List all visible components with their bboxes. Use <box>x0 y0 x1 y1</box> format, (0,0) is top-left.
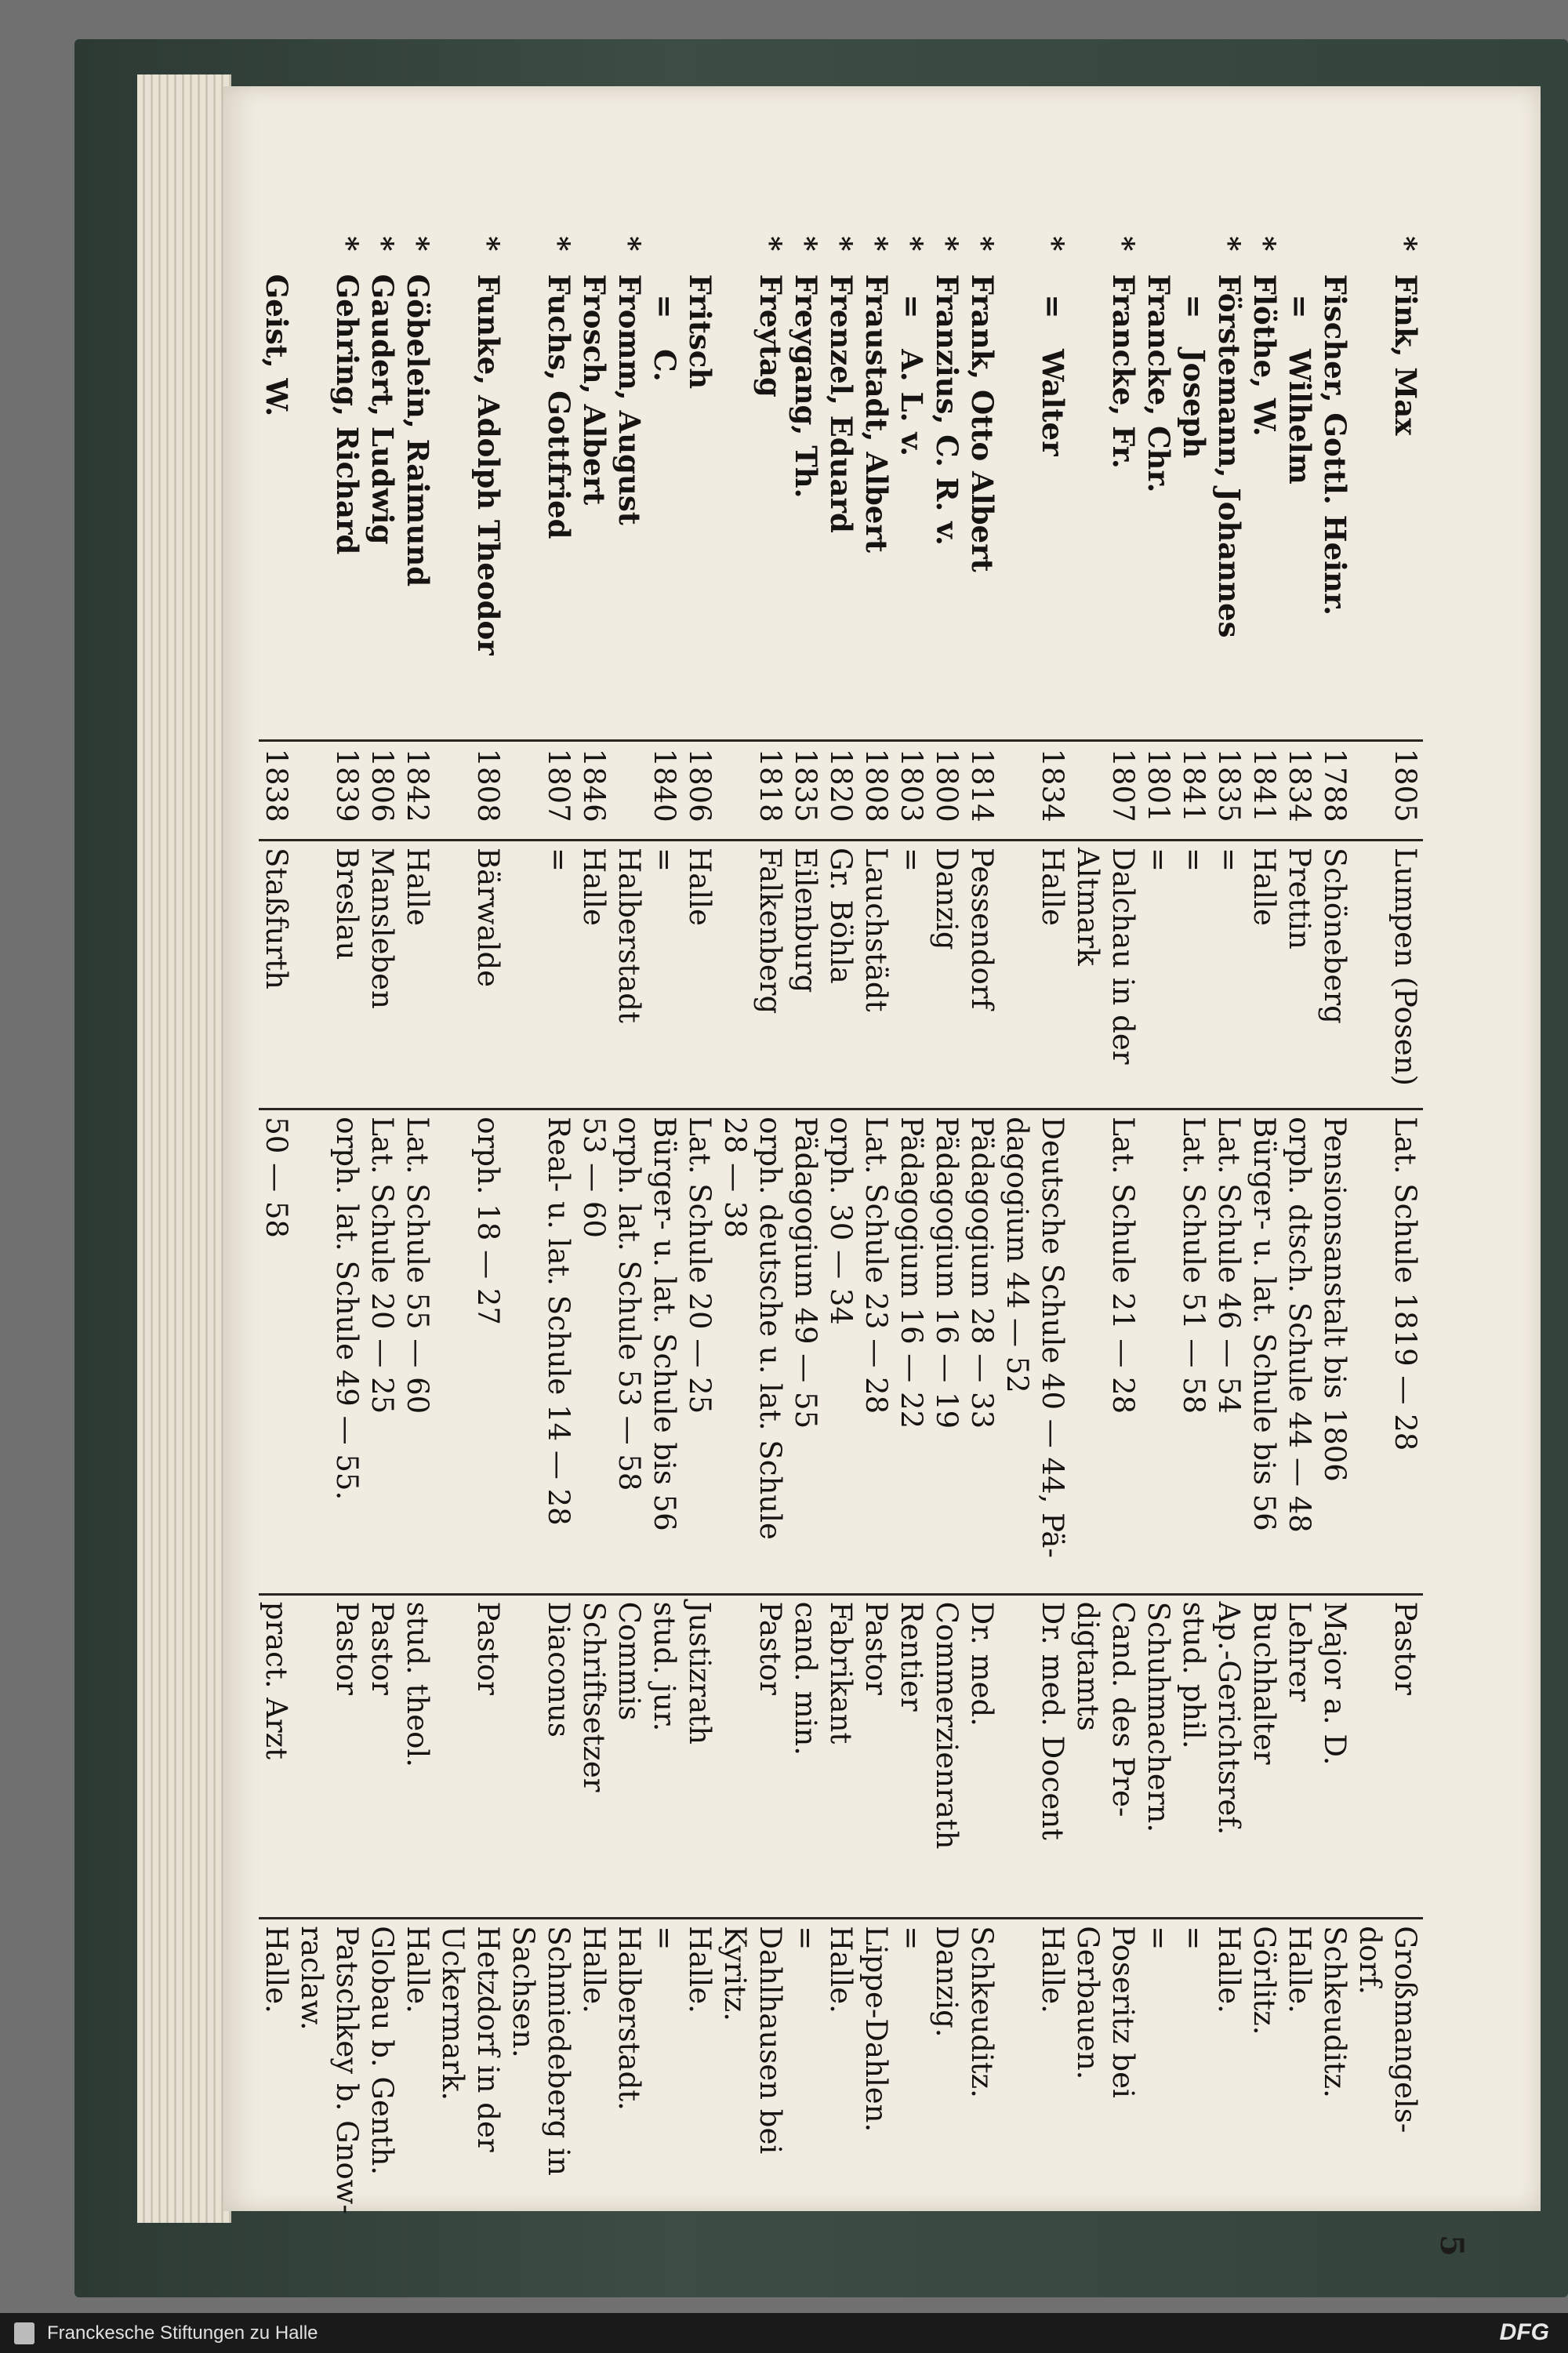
row-marker <box>1141 220 1176 268</box>
row-status <box>1000 1594 1035 1919</box>
table-row <box>400 220 435 2258</box>
row-marker <box>576 220 612 268</box>
row-year: 1800 <box>929 741 964 841</box>
row-name: Frosch, Albert <box>577 274 612 506</box>
table-row <box>541 220 576 2258</box>
row-year <box>1352 741 1388 841</box>
row-school: Real- u. lat. Schule 14 — 28 <box>541 1109 576 1594</box>
table-row <box>823 220 858 2258</box>
row-marker <box>647 220 682 268</box>
table-row <box>365 220 400 2258</box>
row-school <box>1141 1109 1176 1594</box>
row-marker <box>1176 220 1211 268</box>
row-place: = <box>788 1919 823 2258</box>
row-birthplace: Danzig <box>930 847 964 950</box>
row-name: = Wilhelm <box>1283 274 1317 485</box>
dfg-logo: DFG <box>1499 2319 1549 2345</box>
row-status: stud. phil. <box>1176 1594 1211 1919</box>
row-year: 1835 <box>1211 741 1247 841</box>
footer-bar <box>0 2313 1568 2353</box>
row-status: Lehrer <box>1282 1594 1317 1919</box>
row-year: 1834 <box>1282 741 1317 841</box>
row-name: = A. L. v. <box>895 274 929 456</box>
row-year <box>435 741 470 841</box>
row-birthplace <box>1000 840 1035 1109</box>
row-school <box>294 1109 329 1594</box>
row-school: Lat. Schule 20 — 25 <box>682 1109 717 1594</box>
table-row <box>435 220 470 2258</box>
row-marker: * <box>471 236 506 252</box>
row-school: Pädagogium 28 — 33 <box>964 1109 1000 1594</box>
row-birthplace: Staßfurth <box>260 847 293 989</box>
rotated-content <box>260 220 1478 2258</box>
row-school: orph. 30 — 34 <box>823 1109 858 1594</box>
row-school: Bürger- u. lat. Schule bis 56 <box>1247 1109 1282 1594</box>
row-place: Kyritz. <box>717 1919 753 2258</box>
row-place: Poseritz bei <box>1105 1919 1141 2258</box>
row-status: Dr. med. Docent <box>1035 1594 1070 1919</box>
row-status: cand. min. <box>788 1594 823 1919</box>
row-status: Commerzienrath <box>929 1594 964 1919</box>
row-birthplace <box>506 840 541 1109</box>
row-marker: * <box>1247 236 1282 252</box>
row-school: 50 — 58 <box>259 1109 294 1594</box>
row-name: Francke, Fr. <box>1106 274 1141 469</box>
row-marker: * <box>401 236 435 252</box>
row-marker: * <box>824 236 858 252</box>
row-place: dorf. <box>1352 1919 1388 2258</box>
table-row <box>1035 220 1070 2258</box>
row-place: Dahlhausen bei <box>753 1919 788 2258</box>
row-place <box>1000 1919 1035 2258</box>
row-school: Lat. Schule 1819 — 28 <box>1388 1109 1423 1594</box>
row-status: Pastor <box>1388 1594 1423 1919</box>
footer-institution: Franckesche Stiftungen zu Halle <box>47 2322 318 2344</box>
row-name: Göbelein, Raimund <box>401 274 435 587</box>
row-name: Franzius, C. R. v. <box>930 274 964 546</box>
table-row <box>506 220 541 2258</box>
row-birthplace: = <box>1142 847 1175 872</box>
row-status: Diaconus <box>541 1594 576 1919</box>
row-name <box>435 268 470 741</box>
row-year <box>717 741 753 841</box>
table-row <box>1070 220 1105 2258</box>
table-row <box>470 220 506 2258</box>
row-name <box>294 268 329 741</box>
table-row <box>929 220 964 2258</box>
row-name: = C. <box>648 274 682 382</box>
row-marker: * <box>365 236 400 252</box>
row-birthplace: Breslau <box>330 847 364 960</box>
row-marker <box>435 220 470 268</box>
row-place: Uckermark. <box>435 1919 470 2258</box>
row-name: = Joseph <box>1177 274 1211 459</box>
row-name <box>1070 268 1105 741</box>
row-birthplace: Lumpen (Posen) <box>1388 847 1422 1086</box>
table-row <box>894 220 929 2258</box>
page-edges <box>137 74 231 2223</box>
row-year: 1839 <box>329 741 365 841</box>
row-place: Großmangels- <box>1388 1919 1423 2258</box>
row-name: Gaudert, Ludwig <box>365 274 400 545</box>
row-name: Freytag <box>753 274 788 398</box>
row-marker <box>506 220 541 268</box>
table-row <box>753 220 788 2258</box>
row-year: 1814 <box>964 741 1000 841</box>
register-table <box>259 220 1423 2258</box>
row-status: Pastor <box>753 1594 788 1919</box>
row-place: Halle. <box>823 1919 858 2258</box>
row-year <box>294 741 329 841</box>
row-place: Lippe-Dahlen. <box>858 1919 894 2258</box>
row-birthplace: Altmark <box>1071 847 1105 966</box>
table-row <box>858 220 894 2258</box>
row-name: Flöthe, W. <box>1247 274 1282 437</box>
table-row <box>1282 220 1317 2258</box>
row-marker: * <box>330 236 365 252</box>
row-birthplace <box>435 840 470 1109</box>
table-row <box>1247 220 1282 2258</box>
row-school <box>1352 1109 1388 1594</box>
table-row <box>717 220 753 2258</box>
row-place: Hetzdorf in der <box>470 1919 506 2258</box>
row-year <box>1000 741 1035 841</box>
row-marker: * <box>1036 236 1070 252</box>
row-birthplace: Halberstadt <box>612 847 646 1023</box>
row-name: Fritsch <box>683 274 717 390</box>
row-status: Pastor <box>470 1594 506 1919</box>
row-place: = <box>1141 1919 1176 2258</box>
row-school <box>435 1109 470 1594</box>
row-name: Fromm, August <box>612 274 647 525</box>
row-school: orph. 18 — 27 <box>470 1109 506 1594</box>
row-place: Halle. <box>1282 1919 1317 2258</box>
row-name: Frenzel, Eduard <box>824 274 858 533</box>
row-year: 1846 <box>576 741 612 841</box>
row-place: Patschkey b. Gnow- <box>329 1919 365 2258</box>
row-status: Buchhalter <box>1247 1594 1282 1919</box>
row-name: Fuchs, Gottfried <box>542 274 576 539</box>
row-status: Fabrikant <box>823 1594 858 1919</box>
row-year: 1840 <box>647 741 682 841</box>
row-year: 1788 <box>1317 741 1352 841</box>
row-marker <box>1282 220 1317 268</box>
row-year: 1834 <box>1035 741 1070 841</box>
row-marker <box>1000 220 1035 268</box>
row-year: 1807 <box>541 741 576 841</box>
row-year: 1841 <box>1176 741 1211 841</box>
row-name: Freygang, Th. <box>789 274 823 499</box>
row-school <box>1070 1109 1105 1594</box>
table-row <box>612 220 647 2258</box>
row-birthplace: Halle <box>1247 847 1281 926</box>
row-status: stud. jur. <box>647 1594 682 1919</box>
row-marker <box>717 220 753 268</box>
row-name: Geist, W. <box>260 274 294 417</box>
page-number: 5 <box>1433 2235 1470 2258</box>
row-school: Pädagogium 16 — 19 <box>929 1109 964 1594</box>
row-place: Görlitz. <box>1247 1919 1282 2258</box>
row-place: Halle. <box>259 1919 294 2258</box>
row-year: 1820 <box>823 741 858 841</box>
row-place: = <box>1176 1919 1211 2258</box>
row-year: 1842 <box>400 741 435 841</box>
row-year: 1838 <box>259 741 294 841</box>
row-name <box>506 268 541 741</box>
row-school: Lat. Schule 20 — 25 <box>365 1109 400 1594</box>
table-row <box>329 220 365 2258</box>
row-birthplace: Schöneberg <box>1318 847 1352 1024</box>
table-row <box>1176 220 1211 2258</box>
row-school: Lat. Schule 55 — 60 <box>400 1109 435 1594</box>
row-year: 1841 <box>1247 741 1282 841</box>
row-name: Francke, Chr. <box>1142 274 1176 493</box>
row-school: Bürger- u. lat. Schule bis 56 <box>647 1109 682 1594</box>
row-birthplace: Halle <box>401 847 434 926</box>
row-school: 53 — 60 <box>576 1109 612 1594</box>
row-status: Rentier <box>894 1594 929 1919</box>
row-place: Halle. <box>682 1919 717 2258</box>
row-status <box>506 1594 541 1919</box>
row-place: Danzig. <box>929 1919 964 2258</box>
row-school: dagogium 44 — 52 <box>1000 1109 1035 1594</box>
row-status: stud. theol. <box>400 1594 435 1919</box>
table-row <box>1141 220 1176 2258</box>
table-row <box>682 220 717 2258</box>
row-year: 1818 <box>753 741 788 841</box>
row-name: Gehring, Richard <box>330 274 365 555</box>
table-row <box>1388 220 1423 2258</box>
table-row <box>1317 220 1352 2258</box>
row-year: 1835 <box>788 741 823 841</box>
row-status: digtamts <box>1070 1594 1105 1919</box>
row-status: Dr. med. <box>964 1594 1000 1919</box>
row-birthplace: = <box>895 847 928 872</box>
table-row <box>1352 220 1388 2258</box>
row-place: Halle. <box>1035 1919 1070 2258</box>
row-birthplace: Halle <box>683 847 717 926</box>
table-row <box>294 220 329 2258</box>
row-name: = Walter <box>1036 274 1070 456</box>
row-birthplace: Halle <box>577 847 611 926</box>
row-status: Schriftsetzer <box>576 1594 612 1919</box>
table-row <box>788 220 823 2258</box>
row-birthplace: Prettin <box>1283 847 1316 950</box>
book-page <box>223 86 1541 2258</box>
row-school: orph. lat. Schule 49 — 55. <box>329 1109 365 1594</box>
row-name <box>1352 268 1388 741</box>
row-status: Pastor <box>858 1594 894 1919</box>
row-marker: * <box>753 236 788 252</box>
row-marker: * <box>1388 236 1423 252</box>
row-place: = <box>894 1919 929 2258</box>
row-place: Schmiedeberg in <box>541 1919 576 2258</box>
row-status: Pastor <box>329 1594 365 1919</box>
row-marker: * <box>965 236 1000 252</box>
row-school: orph. dtsch. Schule 44 — 48 <box>1282 1109 1317 1594</box>
row-birthplace <box>717 840 753 1109</box>
row-school: orph. deutsche u. lat. Schule <box>753 1109 788 1594</box>
row-marker: * <box>930 236 964 252</box>
row-marker: * <box>895 236 929 252</box>
row-school: 28 — 38 <box>717 1109 753 1594</box>
row-birthplace: Dalchau in der <box>1106 847 1140 1065</box>
row-status <box>717 1594 753 1919</box>
row-marker: * <box>542 236 576 252</box>
table-row <box>1000 220 1035 2258</box>
row-marker: * <box>859 236 894 252</box>
row-place: raclaw. <box>294 1919 329 2258</box>
row-status: Commis <box>612 1594 647 1919</box>
row-year: 1803 <box>894 741 929 841</box>
row-name <box>1000 268 1035 741</box>
row-place: Halberstadt. <box>612 1919 647 2258</box>
row-place: Globau b. Genth. <box>365 1919 400 2258</box>
row-place: Schkeuditz. <box>964 1919 1000 2258</box>
row-marker <box>1352 220 1388 268</box>
row-marker <box>1070 220 1105 268</box>
row-school: Lat. Schule 21 — 28 <box>1105 1109 1141 1594</box>
row-birthplace: = <box>648 847 681 872</box>
row-school: Lat. Schule 23 — 28 <box>858 1109 894 1594</box>
row-year <box>1070 741 1105 841</box>
row-birthplace: Falkenberg <box>753 847 787 1015</box>
row-status: Cand. des Pre- <box>1105 1594 1141 1919</box>
table-row <box>647 220 682 2258</box>
row-birthplace: Pessendorf <box>965 847 999 1010</box>
row-marker <box>294 220 329 268</box>
table-row <box>576 220 612 2258</box>
row-school: Deutsche Schule 40 — 44, Pä- <box>1035 1109 1070 1594</box>
row-birthplace: = <box>1212 847 1246 872</box>
register-body <box>259 220 1423 2258</box>
row-name: Funke, Adolph Theodor <box>471 274 506 655</box>
row-school: Pädagogium 49 — 55 <box>788 1109 823 1594</box>
row-school: Pädagogium 16 — 22 <box>894 1109 929 1594</box>
row-name: Fraustadt, Albert <box>859 274 894 554</box>
row-year <box>506 741 541 841</box>
row-place: Sachsen. <box>506 1919 541 2258</box>
row-year: 1801 <box>1141 741 1176 841</box>
row-school: Pensionsanstalt bis 1806 <box>1317 1109 1352 1594</box>
row-birthplace: Eilenburg <box>789 847 822 993</box>
row-birthplace: Lauchstädt <box>859 847 893 1012</box>
row-status: Justizrath <box>682 1594 717 1919</box>
row-marker <box>682 220 717 268</box>
row-year: 1807 <box>1105 741 1141 841</box>
row-year: 1806 <box>365 741 400 841</box>
row-birthplace <box>294 840 329 1109</box>
row-place: = <box>647 1919 682 2258</box>
row-school: Lat. Schule 51 — 58 <box>1176 1109 1211 1594</box>
row-status <box>435 1594 470 1919</box>
row-status: Pastor <box>365 1594 400 1919</box>
institution-logo-icon <box>14 2322 34 2344</box>
row-birthplace: Mansleben <box>365 847 399 1009</box>
row-status: Schuhmachern. <box>1141 1594 1176 1919</box>
row-year: 1805 <box>1388 741 1423 841</box>
row-place: Halle. <box>576 1919 612 2258</box>
table-row <box>1211 220 1247 2258</box>
row-birthplace: Halle <box>1036 847 1069 926</box>
row-status: pract. Arzt <box>259 1594 294 1919</box>
row-school: orph. lat. Schule 53 — 58 <box>612 1109 647 1594</box>
table-row <box>259 220 294 2258</box>
row-year <box>612 741 647 841</box>
row-status <box>294 1594 329 1919</box>
row-name: Frank, Otto Albert <box>965 274 1000 572</box>
row-name: Förstemann, Johannes <box>1212 274 1247 638</box>
row-school <box>506 1109 541 1594</box>
row-marker: * <box>1106 236 1141 252</box>
row-school: Lat. Schule 46 — 54 <box>1211 1109 1247 1594</box>
row-birthplace: Bärwalde <box>471 847 505 988</box>
row-marker: * <box>1212 236 1247 252</box>
row-place: Halle. <box>1211 1919 1247 2258</box>
row-name: Fink, Max <box>1388 274 1423 436</box>
row-name <box>717 268 753 741</box>
row-place: Gerbauen. <box>1070 1919 1105 2258</box>
row-birthplace: Gr. Böhla <box>824 847 858 984</box>
row-marker <box>259 220 294 268</box>
row-year: 1808 <box>470 741 506 841</box>
row-marker <box>1317 220 1352 268</box>
row-birthplace <box>1352 840 1388 1109</box>
row-year: 1808 <box>858 741 894 841</box>
row-marker: * <box>612 236 647 252</box>
row-status: Major a. D. <box>1317 1594 1352 1919</box>
row-name: Fischer, Gottl. Heinr. <box>1318 274 1352 616</box>
row-status <box>1352 1594 1388 1919</box>
row-place: Schkeuditz. <box>1317 1919 1352 2258</box>
row-birthplace: = <box>542 847 575 872</box>
table-row <box>1105 220 1141 2258</box>
row-year: 1806 <box>682 741 717 841</box>
row-birthplace: = <box>1177 847 1210 872</box>
table-row <box>964 220 1000 2258</box>
row-place: Halle. <box>400 1919 435 2258</box>
row-marker: * <box>789 236 823 252</box>
row-status: Ap.-Gerichtsref. <box>1211 1594 1247 1919</box>
